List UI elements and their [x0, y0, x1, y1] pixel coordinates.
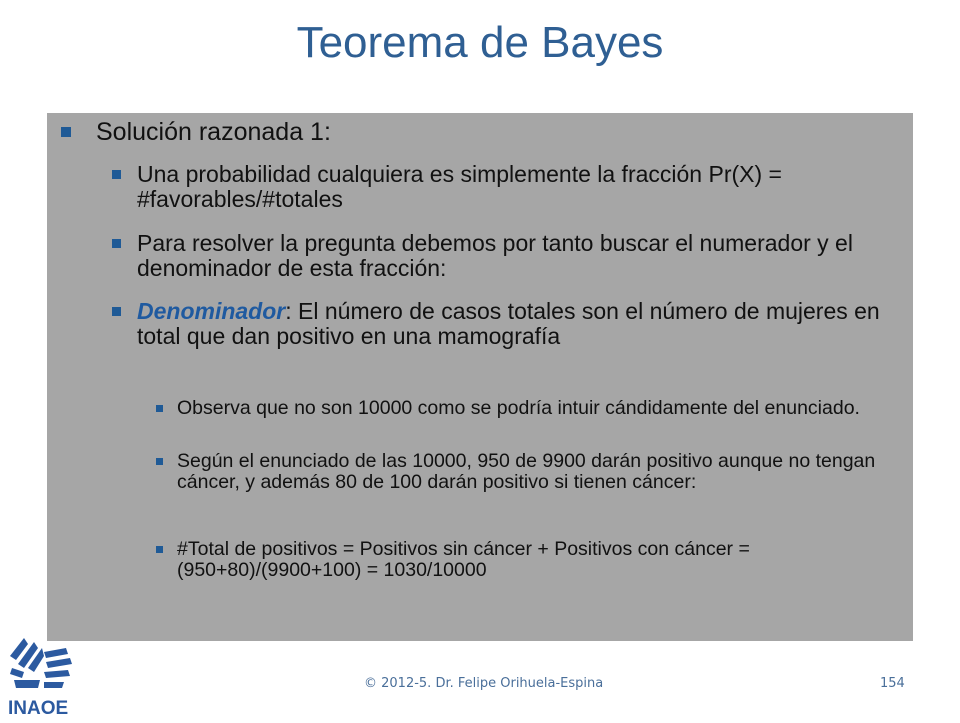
square-bullet-icon [156, 458, 163, 465]
square-bullet-icon [112, 307, 121, 316]
bullet-level2-b [137, 231, 897, 281]
footer-copyright: © 2012-5. Dr. Felipe Orihuela-Espina [364, 676, 604, 691]
bullet-level3-a [177, 398, 877, 419]
level2-a-text: Una probabilidad cualquiera es simplemente la fracción Pr(X) = #favorables/#totales [137, 161, 782, 212]
bullet-level2-c [137, 299, 897, 349]
slide-title: Teorema de Bayes [296, 18, 664, 67]
denominator-emphasis: Denominador [137, 298, 286, 324]
level1-text: Solución razonada 1: [96, 118, 331, 146]
square-bullet-icon [156, 546, 163, 553]
level3-a-text: Observa que no son 10000 como se podría intuir cándidamente del enunciado. [177, 397, 860, 419]
bullet-level3-c [177, 539, 877, 581]
bullet-level2-a [137, 162, 897, 212]
square-bullet-icon [112, 170, 121, 179]
square-bullet-icon [156, 405, 163, 412]
square-bullet-icon [61, 127, 71, 137]
square-bullet-icon [112, 239, 121, 248]
inaoe-logo [4, 618, 84, 718]
bullet-level3-b [177, 451, 877, 493]
level2-b-text: Para resolver la pregunta debemos por tanto buscar el numerador y el denominador de esta fracción: [137, 230, 853, 281]
level3-c-text: #Total de positivos = Positivos sin cáncer + Positivos con cáncer = (950+80)/(9900+100) = 1030/10000 [177, 538, 750, 581]
svg-text:INAOE: INAOE [8, 698, 69, 718]
bullet-level1 [96, 118, 331, 147]
page-number: 154 [880, 676, 905, 691]
level3-b-text: Según el enunciado de las 10000, 950 de 9900 darán positivo aunque no tengan cáncer, y además 80 de 100 darán positivo si tienen cáncer: [177, 450, 876, 493]
level2-c-text: : El número de casos totales son el número de mujeres en total que dan positivo en una mamografía [137, 298, 880, 349]
